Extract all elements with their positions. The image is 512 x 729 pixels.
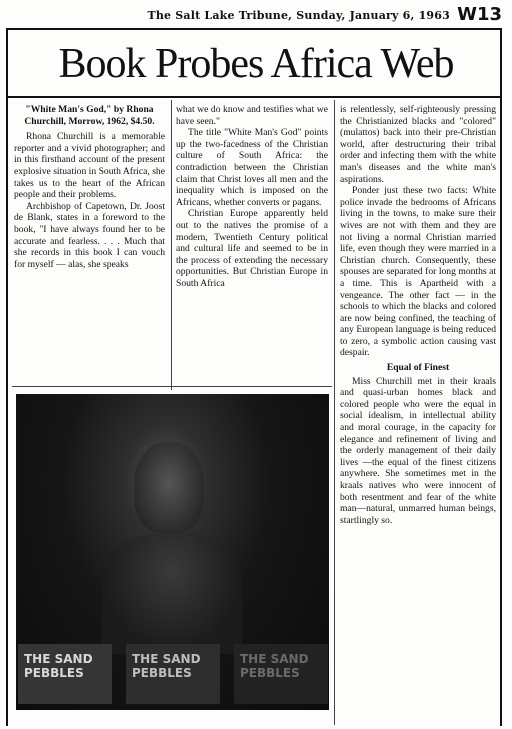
subheading: Equal of Finest <box>386 362 450 374</box>
book-byline: "White Man's God," by Rhona Churchill, Morrow, 1962, $4.50. <box>24 104 155 127</box>
column-separator <box>171 100 172 390</box>
page-number: W13 <box>457 4 502 25</box>
photo-rule <box>12 386 332 387</box>
paragraph: Christian Europe apparently held out to the natives the promise of a modern, Twentieth Century political and cultural life and seemed to be in the process of extending the necessary opportunities. But Christian Europe in South Africa <box>176 208 328 289</box>
column-1 <box>14 104 165 386</box>
book-title-line: THE SAND <box>24 652 93 666</box>
photo-face <box>134 442 204 534</box>
book-cover <box>234 644 328 704</box>
headline-rule <box>6 96 502 98</box>
photo-figure <box>102 534 242 654</box>
paragraph: is relentlessly, self-righteously pressing the Christianized blacks and "colored" (mulattos) back into their pre-Christian world, after destructuring their tribal order and infecting them with the white man's diseases and the white man's aspirations. <box>340 104 496 185</box>
author-photo <box>16 394 329 710</box>
book-title-line: PEBBLES <box>240 666 300 680</box>
paragraph: Rhona Churchill is a memorable reporter and a vivid photographer; and in this firsthand account of the present explosive situation in South Africa, she takes us to the heart of the African people and their problems. <box>14 131 165 201</box>
book-title-line: PEBBLES <box>24 666 84 680</box>
paragraph: Ponder just these two facts: White police invade the bedrooms of Africans living in the towns, to make sure their wives are not with them and they are not living a normal Christian married life, even though they were married in a Christian church. Consequently, these spouses are separated for long months at a time. This is Apartheid with a vengeance. The other fact — in the schools to which the blacks and colored are now being confined, the teaching of any European language is being reduced to zero, a symbolic action causing vast despair. <box>340 185 496 359</box>
column-separator <box>334 100 335 725</box>
book-title-line: THE SAND <box>132 652 201 666</box>
book-title-line: THE SAND <box>240 652 309 666</box>
column-2 <box>176 104 328 386</box>
book-cover <box>126 644 220 704</box>
column-3 <box>340 104 496 720</box>
masthead-dateline: The Salt Lake Tribune, Sunday, January 6, 1963 <box>147 9 450 22</box>
book-title-line: PEBBLES <box>132 666 192 680</box>
paragraph: Miss Churchill met in their kraals and quasi-urban homes black and colored people who were the equal in social idealism, in intellectual ability and moral courage, in the capacity for elegance and refinement of living and the orderly management of their daily lives —the equal of the finest citizens anywhere. She sometimes met in the kraals natives who were innocent of both resentment and fear of the white man—natural, unmarred human beings, startlingly so. <box>340 375 496 526</box>
paragraph: The title "White Man's God" points up the two-facedness of the Christian culture of South Africa: the contradiction between the Christian claim that Christ loves all men and the inequality which is imposed on the Africans, whether converts or pagans. <box>176 127 328 208</box>
masthead <box>6 2 502 30</box>
paragraph: what we do know and testifies what we have seen." <box>176 104 328 127</box>
headline: Book Probes Africa Web <box>58 41 454 87</box>
book-cover <box>18 644 112 704</box>
paragraph: Archbishop of Capetown, Dr. Joost de Blank, states in a foreword to the book, "I have always found her to be accurate and fearless. . . . Much that she records in this book I can vouch for myself — alas, she speaks <box>14 200 165 270</box>
